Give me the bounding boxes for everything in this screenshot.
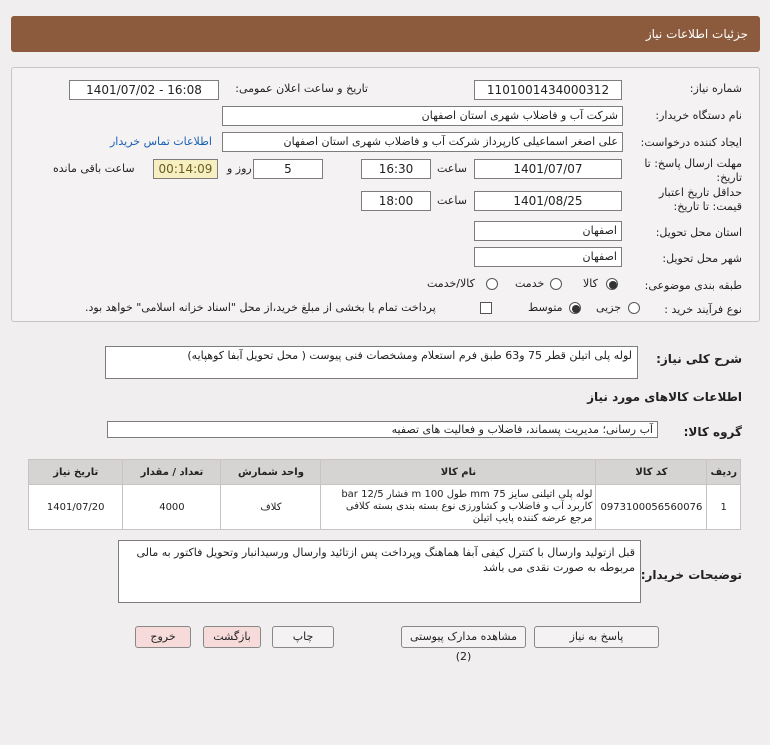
- radio-partial-label: جزیی: [596, 301, 622, 314]
- cell-index: 1: [707, 485, 741, 530]
- creator-label: ایجاد کننده درخواست:: [640, 136, 742, 149]
- table-header-row: [29, 460, 741, 485]
- radio-goods-service-label: کالا/خدمت: [427, 277, 475, 290]
- days-label: روز و: [227, 162, 252, 175]
- announce-label: تاریخ و ساعت اعلان عمومی:: [235, 82, 368, 95]
- buyer-contact-link[interactable]: اطلاعات تماس خریدار: [110, 135, 212, 148]
- col-name-header: نام کالا: [321, 460, 596, 485]
- items-table-wrapper: [28, 459, 741, 530]
- back-button[interactable]: بازگشت: [203, 626, 261, 648]
- category-label: طبقه بندی موضوعی:: [644, 279, 742, 292]
- radio-goods-label: کالا: [583, 277, 598, 290]
- buyer-notes-field: قبل ازتولید وارسال با کنترل کیفی آبفا هماهنگ وپرداخت پس ازتائید وارسال ورسیدانبار وتحویل فاکتور به مالی مربوطه به صورت نقدی می باشد: [118, 540, 641, 603]
- deadline-label-1: مهلت ارسال پاسخ: تا: [644, 157, 742, 170]
- description-label: شرح کلی نیاز:: [656, 352, 742, 366]
- deadline-time-field: 16:30: [361, 159, 431, 179]
- remaining-label: ساعت باقی مانده: [53, 162, 135, 175]
- validity-time-label: ساعت: [437, 194, 467, 207]
- cell-code: 0973100056560076: [596, 485, 707, 530]
- creator-field: علی اصغر اسماعیلی کارپرداز شرکت آب و فاضلاب شهری استان اصفهان: [222, 132, 623, 152]
- buyer-notes-label: توضیحات خریدار:: [640, 568, 742, 582]
- col-unit-header: واحد شمارش: [221, 460, 321, 485]
- page-header: [11, 16, 760, 52]
- province-label: استان محل تحویل:: [655, 226, 742, 239]
- process-label: نوع فرآیند خرید :: [664, 303, 742, 316]
- description-field: لوله پلی اتیلن قطر 75 و63 طبق فرم استعلام ومشخصات فنی پیوست ( محل تحویل آبفا کوهپایه): [105, 346, 638, 379]
- radio-partial[interactable]: [628, 302, 640, 314]
- items-table: [28, 459, 741, 530]
- col-code-header: کد کالا: [596, 460, 707, 485]
- cell-qty: 4000: [123, 485, 221, 530]
- page-title: جزئیات اطلاعات نیاز: [645, 27, 748, 41]
- print-button[interactable]: چاپ: [272, 626, 334, 648]
- deadline-date-field: 1401/07/07: [474, 159, 622, 179]
- cell-date: 1401/07/20: [29, 485, 123, 530]
- need-number-field: 1101001434000312: [474, 80, 622, 100]
- exit-button[interactable]: خروج: [135, 626, 191, 648]
- deadline-time-label: ساعت: [437, 162, 467, 175]
- validity-time-field: 18:00: [361, 191, 431, 211]
- remaining-time-field: 00:14:09: [153, 159, 218, 179]
- treasury-checkbox[interactable]: [480, 302, 492, 314]
- attachments-button[interactable]: مشاهده مدارک پیوستی (2): [401, 626, 526, 648]
- radio-medium[interactable]: [569, 302, 581, 314]
- radio-goods-service[interactable]: [486, 278, 498, 290]
- radio-medium-label: متوسط: [528, 301, 563, 314]
- cell-unit: کلاف: [221, 485, 321, 530]
- treasury-note: پرداخت تمام یا بخشی از مبلغ خرید،از محل "اسناد خزانه اسلامی" خواهد بود.: [85, 301, 436, 314]
- goods-section-title: اطلاعات کالاهای مورد نیاز: [587, 390, 742, 404]
- validity-label-2: قیمت: تا تاریخ:: [673, 200, 742, 213]
- city-label: شهر محل تحویل:: [662, 252, 742, 265]
- goods-group-field: آب رسانی؛ مدیریت پسماند، فاضلاب و فعالیت های تصفیه: [107, 421, 658, 438]
- need-number-label: شماره نیاز:: [689, 82, 742, 95]
- reply-button[interactable]: پاسخ به نیاز: [534, 626, 659, 648]
- table-row: [29, 485, 741, 530]
- province-field: اصفهان: [474, 221, 622, 241]
- buyer-label: نام دستگاه خریدار:: [655, 109, 742, 122]
- cell-name-line-1: لوله پلی اتیلنی سایز 75 mm طول 100 m فشار 12/5 bar: [341, 489, 593, 500]
- days-field: 5: [253, 159, 323, 179]
- radio-service[interactable]: [550, 278, 562, 290]
- col-qty-header: تعداد / مقدار: [123, 460, 221, 485]
- validity-label-1: حداقل تاریخ اعتبار: [658, 186, 742, 199]
- radio-service-label: خدمت: [515, 277, 545, 290]
- goods-group-label: گروه کالا:: [683, 425, 742, 439]
- cell-name-line-3: مرجع عرضه کننده پایپ اتیلن: [472, 513, 593, 524]
- deadline-label-2: تاریخ:: [716, 171, 742, 184]
- cell-name: [321, 485, 596, 530]
- cell-name-line-2: کاربرد آب و فاضلاب و کشاورزی نوع بسته بندی بسته کلافی: [345, 501, 593, 512]
- announce-field: 1401/07/02 - 16:08: [69, 80, 219, 100]
- city-field: اصفهان: [474, 247, 622, 267]
- validity-date-field: 1401/08/25: [474, 191, 622, 211]
- col-index-header: ردیف: [707, 460, 741, 485]
- radio-goods[interactable]: [606, 278, 618, 290]
- buyer-field: شرکت آب و فاضلاب شهری استان اصفهان: [222, 106, 623, 126]
- col-date-header: تاریخ نیاز: [29, 460, 123, 485]
